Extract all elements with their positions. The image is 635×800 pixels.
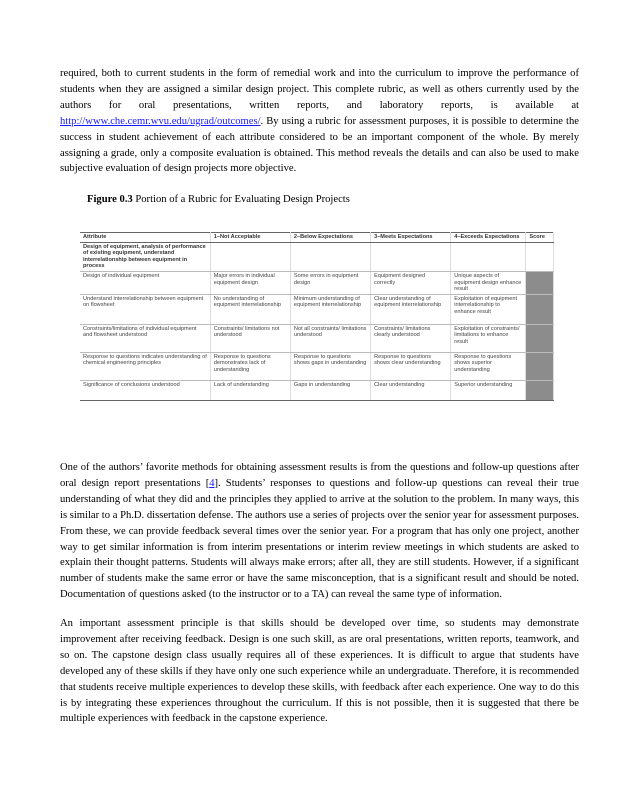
feedback-text-before-ref: One of the authors’ favorite methods for obtaining assessment results is from the questions and follow-up questions after oral design report presentations [ [60, 462, 579, 489]
header-not-acceptable: 1–Not Acceptable [210, 233, 290, 243]
header-attribute: Attribute [80, 233, 210, 243]
feedback-text-after-ref: ]. Students’ responses to questions and follow-up questions can reveal their true understanding of what they did and the principles they applied to arrive at the solution to the problem. In many ways, this is similar to a Ph.D. dissertation defense. The authors use a series of projects over the senior year for assessment purposes. From these, we can provide feedback several times over the senior year. For a program that has only one project, another way to get similar information is from interim presentations or interim review meetings in which students are asked to explain their thought patterns. Students will always make errors; after all, they are still students. However, if a significant number of students make the same error or have the same misconception, that is a significant result and should be noted. Documentation of questions asked (to the instructor or to a TA) can reveal the same type of information. [60, 477, 579, 601]
row-meets-expectations: Response to questions shows clear understanding [371, 352, 451, 380]
header-below-expectations: 2–Below Expectations [290, 233, 370, 243]
section-title: Design of equipment, analysis of performance of existing equipment, understand interrelationship between equipment in process [80, 242, 210, 271]
row-exceeds-expectations: Unique aspects of equipment design enhance result [451, 271, 526, 294]
row-exceeds-expectations: Response to questions shows superior understanding [451, 352, 526, 380]
figure-caption [87, 194, 350, 205]
row-below-expectations: Gaps in understanding [290, 380, 370, 400]
paragraph-principle: An important assessment principle is that skills should be developed over time, so students may demonstrate improvement after receiving feedback. Design is one such skill, as are oral presentations, written reports, teamwork, and so on. The capstone design class usually requires all of these experiences. It is difficult to argue that students have developed any of these skills if they have only one such experience while an undergraduate. Therefore, it is recommended that students receive multiple experiences to develop these skills, with feedback after each experience. One way to do this is by integrating these experiences throughout the curriculum. If this is not possible, then it is suggested that there be multiple experiences with feedback in the capstone experience. [60, 618, 579, 725]
row-exceeds-expectations: Exploitation of equipment interrelationship to enhance result [451, 294, 526, 324]
row-not-acceptable: No understanding of equipment interrelationship [210, 294, 290, 324]
reference-link[interactable]: 4 [209, 477, 215, 489]
paragraph-intro [60, 66, 579, 177]
rubric-table [80, 232, 554, 401]
row-not-acceptable: Lack of understanding [210, 380, 290, 400]
table-row [80, 294, 554, 324]
score-cell [526, 271, 554, 294]
row-below-expectations: Response to questions shows gaps in understanding [290, 352, 370, 380]
header-meets-expectations: 3–Meets Expectations [371, 233, 451, 243]
header-score: Score [526, 233, 554, 243]
rubric-section-row [80, 242, 554, 271]
row-meets-expectations: Clear understanding [371, 380, 451, 400]
row-meets-expectations: Clear understanding of equipment interrelationship [371, 294, 451, 324]
rubric-header-row [80, 233, 554, 243]
table-row [80, 352, 554, 380]
row-below-expectations: Not all constraints/ limitations understood [290, 324, 370, 352]
score-cell [526, 324, 554, 352]
row-attribute: Constraints/limitations of individual equipment and flowsheet understood [80, 324, 210, 352]
header-exceeds-expectations: 4–Exceeds Expectations [451, 233, 526, 243]
score-cell [526, 294, 554, 324]
row-meets-expectations: Equipment designed correctly [371, 271, 451, 294]
score-cell [526, 380, 554, 400]
intro-text-before-link: required, both to current students in the form of remedial work and into the curriculum to improve the performance of students when they are assigned a similar design project. This complete rubric, as well as others currently used by the authors for oral presentations, written reports, and laboratory reports, is available at [60, 68, 579, 111]
row-attribute: Understand interrelationship between equipment on flowsheet [80, 294, 210, 324]
row-below-expectations: Some errors in equipment design [290, 271, 370, 294]
figure-caption-text: Portion of a Rubric for Evaluating Design Projects [132, 194, 350, 205]
table-row [80, 380, 554, 400]
outcomes-link[interactable]: http://www.che.cemr.wvu.edu/ugrad/outcomes/ [60, 115, 261, 127]
row-meets-expectations: Constraints/ limitations clearly understood [371, 324, 451, 352]
row-not-acceptable: Response to questions demonstrates lack of understanding [210, 352, 290, 380]
intro-text-after-link: . By using a rubric for assessment purposes, it is possible to determine the success in student achievement of each attribute considered to be an important component of the whole. By merely assigning a grade, only a composite evaluation is obtained. This method reveals the details and can also be used to make subjective evaluation of design projects more objective. [60, 115, 579, 175]
table-row [80, 324, 554, 352]
row-below-expectations: Minimum understanding of equipment interrelationship [290, 294, 370, 324]
row-not-acceptable: Major errors in individual equipment design [210, 271, 290, 294]
paragraph-feedback [60, 460, 579, 603]
row-not-acceptable: Constraints/ limitations not understood [210, 324, 290, 352]
row-exceeds-expectations: Superior understanding [451, 380, 526, 400]
row-attribute: Response to questions indicates understanding of chemical engineering principles [80, 352, 210, 380]
row-attribute: Design of individual equipment [80, 271, 210, 294]
score-cell [526, 352, 554, 380]
row-exceeds-expectations: Exploitation of constraints/ limitations to enhance result [451, 324, 526, 352]
row-attribute: Significance of conclusions understood [80, 380, 210, 400]
figure-label: Figure 0.3 [87, 194, 133, 205]
table-row [80, 271, 554, 294]
